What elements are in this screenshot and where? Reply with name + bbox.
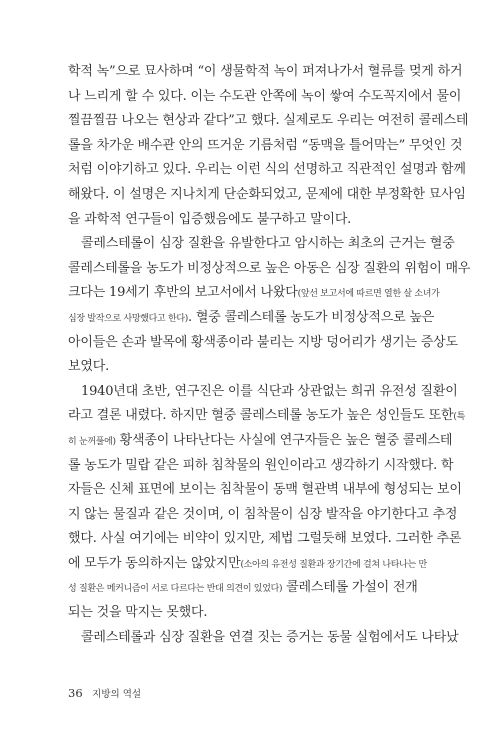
text-line <box>68 109 469 134</box>
text-line <box>68 454 454 479</box>
line-text: 콜레스테롤과 심장 질환을 연결 짓는 증거는 동물 실험에서도 나타났 <box>81 629 459 645</box>
line-text: 크다는 19세기 후반의 보고서에서 나왔다 <box>68 285 298 301</box>
line-text: 황색종이 나타난다는 사실에 연구자들은 높은 혈중 콜레스테 <box>115 432 453 448</box>
text-line <box>68 380 458 405</box>
parenthetical-note: (소아의 유전성 질환과 장기간에 걸쳐 나타나는 만 <box>240 559 427 570</box>
page-footer <box>68 686 141 700</box>
text-line <box>68 527 462 552</box>
parenthetical-note: 심장 발작으로 사망했다고 한다) <box>68 313 189 324</box>
book-title: 지방의 역설 <box>92 689 142 700</box>
line-text: 롤을 차가운 배수관 안의 뜨거운 기름처럼 “동맥을 틀어막는” 무엇인 것 <box>68 137 463 153</box>
text-line <box>68 626 459 651</box>
line-text: 콜레스테롤 가설이 전개 <box>282 580 418 596</box>
text-line <box>68 183 466 208</box>
parenthetical-note: 성 질환은 메커니즘이 서로 다르다는 반대 의견이 있었다) <box>68 584 283 595</box>
line-text: 을 과학적 연구들이 입증했음에도 불구하고 말이다. <box>68 211 352 227</box>
text-line <box>68 85 462 110</box>
text-line <box>68 208 440 233</box>
line-text: 해왔다. 이 설명은 지나치게 단순화되었고, 문제에 대한 부정확한 묘사임 <box>68 186 466 202</box>
text-line <box>68 158 466 183</box>
text-line <box>68 134 463 159</box>
line-text: 찔끔찔끔 나오는 현상과 같다”고 했다. 실제로도 우리는 여전히 콜레스테 <box>68 113 469 129</box>
text-line <box>68 257 471 282</box>
text-line <box>68 232 455 257</box>
parenthetical-note: (앞선 보고서에 따르면 열한 살 소녀가 <box>297 289 440 300</box>
line-text: 1940년대 초반, 연구진은 이를 식단과 상관없는 희귀 유전성 질환이 <box>81 383 458 399</box>
text-line <box>68 404 465 429</box>
text-line <box>68 331 458 356</box>
text-line <box>68 429 453 454</box>
line-text: 지 않는 물질과 같은 것이며, 이 침착물이 심장 발작을 야기한다고 추정 <box>68 506 458 522</box>
text-line <box>68 281 440 306</box>
line-text: 처럼 이야기하고 있다. 우리는 이런 식의 선명하고 직관적인 설명과 함께 <box>68 162 466 178</box>
line-text: 콜레스테롤을 농도가 비정상적으로 높은 아동은 심장 질환의 위험이 매우 <box>68 260 471 276</box>
text-line <box>68 503 458 528</box>
body-text <box>68 60 471 650</box>
line-text: 롤 농도가 밀랍 같은 피하 침착물의 원인이라고 생각하기 시작했다. 학 <box>68 457 454 473</box>
parenthetical-note: (특 <box>453 412 465 423</box>
page-number: 36 <box>68 686 83 700</box>
parenthetical-note: 히 눈꺼풀에) <box>68 436 116 447</box>
line-text: 나 느리게 할 수 있다. 이는 수도관 안쪽에 녹이 쌓여 수도꼭지에서 물이 <box>68 88 462 104</box>
line-text: 학적 녹”으로 묘사하며 “이 생물학적 녹이 퍼져나가서 혈류를 멎게 하거 <box>68 64 463 79</box>
text-line <box>68 60 463 85</box>
text-line <box>68 355 440 380</box>
line-text: 자들은 신체 표면에 보이는 침착물이 동맥 혈관벽 내부에 형성되는 보이 <box>68 482 462 498</box>
text-line <box>68 306 440 331</box>
line-text: . 혈중 콜레스테롤 농도가 비정상적으로 높은 <box>188 309 435 325</box>
line-text: 아이들은 손과 발목에 황색종이라 불리는 지방 덩어리가 생기는 증상도 <box>68 334 458 350</box>
text-line <box>68 552 440 577</box>
line-text: 했다. 사실 여기에는 비약이 있지만, 제법 그럴듯해 보였다. 그러한 추론 <box>68 531 462 547</box>
text-line <box>68 601 440 626</box>
text-line <box>68 478 462 503</box>
line-text: 되는 것을 막지는 못했다. <box>68 605 208 621</box>
line-text: 라고 결론 내렸다. 하지만 혈중 콜레스테롤 농도가 높은 성인들도 또한 <box>68 408 454 424</box>
line-text: 보였다. <box>68 359 110 375</box>
text-line <box>68 576 440 601</box>
line-text: 에 모두가 동의하지는 않았지만 <box>68 555 241 571</box>
line-text: 콜레스테롤이 심장 질환을 유발한다고 암시하는 최초의 근거는 혈중 <box>81 236 455 252</box>
